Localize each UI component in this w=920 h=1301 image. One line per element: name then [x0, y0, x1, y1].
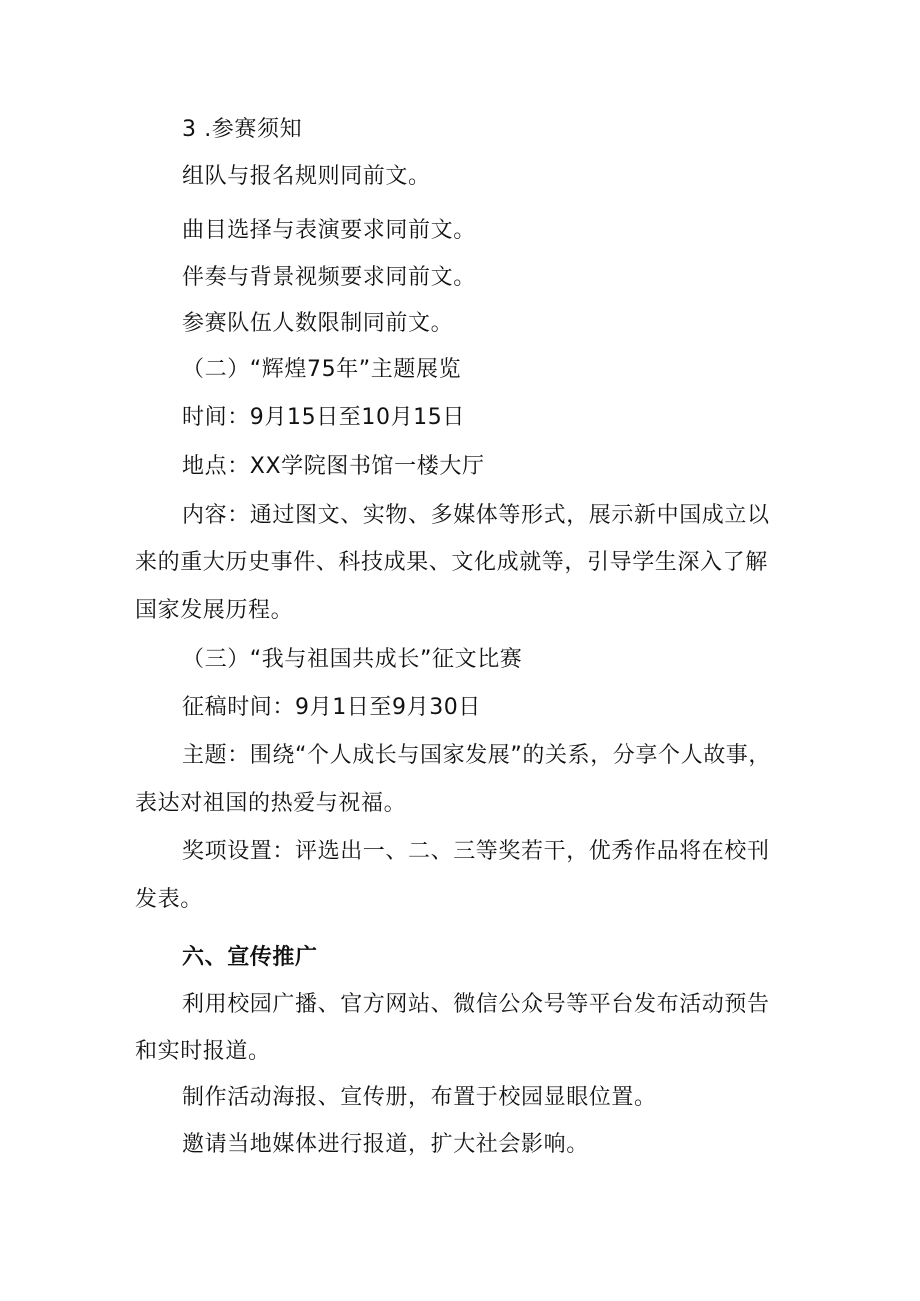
exhibition-time: 时间：9月15日至10月15日	[182, 405, 465, 430]
publicity-line-4: 邀请当地媒体进行报道，扩大社会影响。	[182, 1132, 589, 1157]
publicity-line-3: 制作活动海报、宣传册，布置于校园显眼位置。	[182, 1085, 657, 1110]
rule-line-3: 伴奏与背景视频要求同前文。	[182, 265, 476, 290]
exhibition-title: （二）“辉煌75年”主题展览	[182, 357, 462, 382]
exhibition-content-2: 来的重大历史事件、科技成果、文化成就等，引导学生深入了解	[135, 550, 768, 575]
essay-theme-1: 主题：围绕“个人成长与国家发展”的关系，分享个人故事，	[182, 743, 771, 768]
essay-award-2: 发表。	[135, 887, 203, 912]
essay-theme-2: 表达对祖国的热爱与祝福。	[135, 791, 407, 816]
exhibition-content-1: 内容：通过图文、实物、多媒体等形式，展示新中国成立以	[182, 503, 770, 528]
publicity-line-1: 利用校园广播、官方网站、微信公众号等平台发布活动预告	[182, 992, 770, 1017]
exhibition-content-3: 国家发展历程。	[135, 598, 294, 623]
rule-line-1: 组队与报名规则同前文。	[182, 164, 431, 189]
rule-line-2: 曲目选择与表演要求同前文。	[182, 218, 476, 243]
essay-time: 征稿时间：9月1日至9月30日	[182, 695, 481, 720]
section-title: 3 .参赛须知	[182, 117, 303, 142]
exhibition-place: 地点：XX学院图书馆一楼大厅	[182, 454, 485, 479]
essay-award-1: 奖项设置：评选出一、二、三等奖若干，优秀作品将在校刊	[182, 839, 770, 864]
essay-title: （三）“我与祖国共成长”征文比赛	[182, 647, 523, 672]
publicity-heading: 六、宣传推广	[182, 945, 318, 970]
publicity-line-2: 和实时报道。	[135, 1039, 271, 1064]
rule-line-4: 参赛队伍人数限制同前文。	[182, 311, 454, 336]
